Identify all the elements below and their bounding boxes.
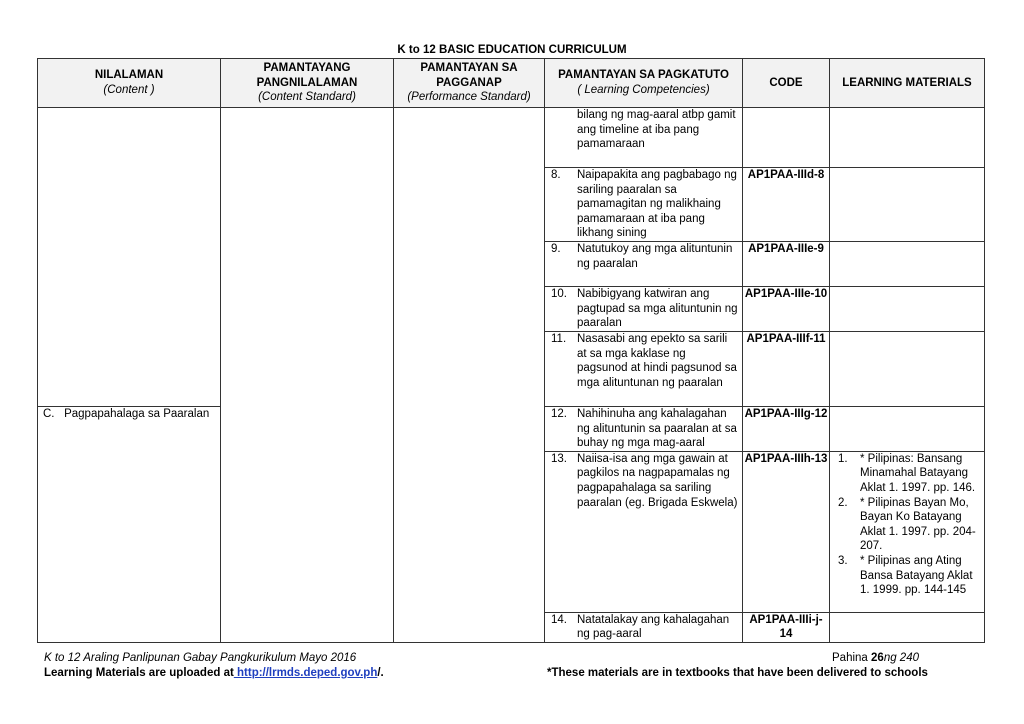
content-standard-cell bbox=[221, 108, 394, 643]
code-cell: AP1PAA-IIIh-13 bbox=[743, 451, 830, 612]
materials-cell bbox=[830, 108, 985, 168]
materials-cell bbox=[830, 451, 985, 612]
code-cell: AP1PAA-IIIf-11 bbox=[743, 332, 830, 407]
competency-cell: 10. Nabibigyang katwiran ang pagtupad sa mga alituntunin ng paaralan bbox=[545, 287, 743, 332]
header-content-standard: PAMANTAYANG PANGNILALAMAN (Content Standard) bbox=[221, 59, 394, 108]
code-cell: AP1PAA-IIIe-10 bbox=[743, 287, 830, 332]
footer-note: *These materials are in textbooks that have been delivered to schools bbox=[547, 667, 928, 679]
competency-cell: 12. Nahihinuha ang kahalagahan ng alituntunin sa paaralan at sa buhay ng mga mag-aaral bbox=[545, 407, 743, 452]
document-title: K to 12 BASIC EDUCATION CURRICULUM bbox=[397, 44, 627, 56]
materials-cell bbox=[830, 242, 985, 287]
competency-cell: 9. Natutukoy ang mga alituntunin ng paaralan bbox=[545, 242, 743, 287]
competency-cell: 14. Natatalakay ang kahalagahan ng pag-aaral bbox=[545, 612, 743, 642]
code-cell: AP1PAA-IIIi-j-14 bbox=[743, 612, 830, 642]
competency-cell: 8. Naipapakita ang pagbabago ng sariling paaralan sa pamamagitan ng malikhaing pamamaraan at iba pang likhang sining bbox=[545, 168, 743, 242]
header-content: NILALAMAN (Content ) bbox=[38, 59, 221, 108]
content-letter: C. bbox=[43, 408, 55, 420]
table-row bbox=[38, 108, 985, 168]
content-cell-empty bbox=[38, 108, 221, 407]
materials-cell bbox=[830, 612, 985, 642]
materials-cell bbox=[830, 407, 985, 452]
material-item: 2. * Pilipinas Bayan Mo, Bayan Ko Batayang Aklat 1. 1997. pp. 204-207. bbox=[838, 496, 976, 553]
lrmds-link[interactable]: http://lrmds.deped.gov.ph bbox=[233, 667, 378, 679]
competency-cell: 11. Nasasabi ang epekto sa sarili at sa mga kaklase ng pagsunod at hindi pagsunod sa mga alituntunan ng paaralan bbox=[545, 332, 743, 407]
materials-cell bbox=[830, 332, 985, 407]
header-row bbox=[38, 59, 985, 108]
code-cell bbox=[743, 108, 830, 168]
material-item: 3. * Pilipinas ang Ating Bansa Batayang Aklat 1. 1999. pp. 144-145 bbox=[838, 554, 973, 597]
header-learning-materials: LEARNING MATERIALS bbox=[830, 59, 985, 108]
footer-page-number: Pahina 26ng 240 bbox=[832, 652, 919, 664]
footer-learning-materials: Learning Materials are uploaded at http://lrmds.deped.gov.ph/. bbox=[44, 667, 384, 679]
competency-cell: 13. Naiisa-isa ang mga gawain at pagkilos na nagpapamalas ng pagpapahalaga sa sariling paaralan (eg. Brigada Eskwela) bbox=[545, 451, 743, 612]
materials-cell bbox=[830, 168, 985, 242]
footer-guide-title: K to 12 Araling Panlipunan Gabay Pangkurikulum Mayo 2016 bbox=[44, 652, 357, 664]
material-item: 1. * Pilipinas: Bansang Minamahal Batayang Aklat 1. 1997. pp. 146. bbox=[838, 452, 976, 494]
competency-cell: bilang ng mag-aaral atbp gamit ang timeline at iba pang pamamaraan bbox=[545, 108, 743, 168]
performance-standard-cell bbox=[394, 108, 545, 643]
content-cell bbox=[38, 407, 221, 643]
code-cell: AP1PAA-IIIg-12 bbox=[743, 407, 830, 452]
header-competencies: PAMANTAYAN SA PAGKATUTO ( Learning Competencies) bbox=[545, 59, 743, 108]
header-performance-standard: PAMANTAYAN SA PAGGANAP (Performance Standard) bbox=[394, 59, 545, 108]
curriculum-table bbox=[37, 58, 985, 643]
content-label: Pagpapahalaga sa Paaralan bbox=[64, 408, 210, 420]
code-cell: AP1PAA-IIIe-9 bbox=[743, 242, 830, 287]
materials-cell bbox=[830, 287, 985, 332]
code-cell: AP1PAA-IIId-8 bbox=[743, 168, 830, 242]
header-code: CODE bbox=[743, 59, 830, 108]
